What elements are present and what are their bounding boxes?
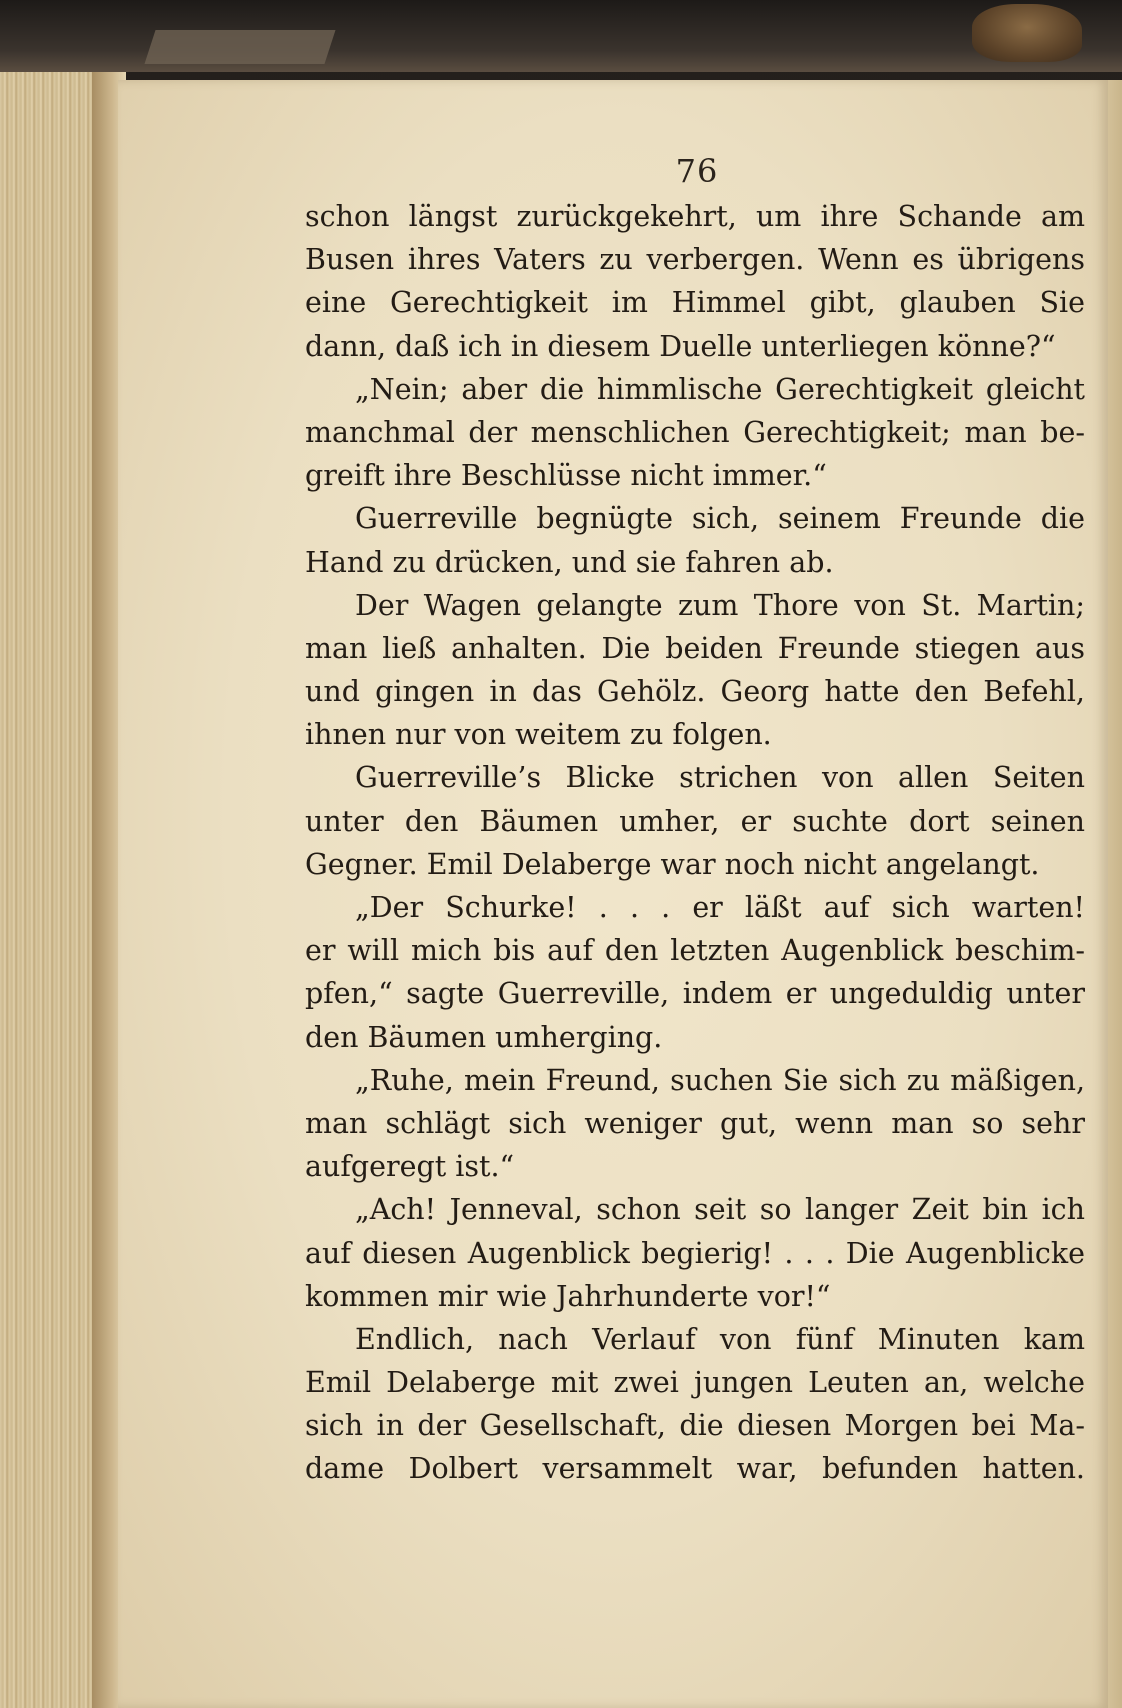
text-line: Hand zu drücken, und sie fahren ab.: [305, 545, 834, 579]
text-line: auf diesen Augenblick begierig! . . . Die Augenblicke: [305, 1236, 1085, 1270]
book-cover-top: [0, 0, 1122, 72]
text-line: Endlich, nach Verlauf von fünf Minuten kam: [355, 1322, 1085, 1356]
text-line: er will mich bis auf den letzten Augenblick beschim-: [305, 934, 1085, 968]
text-line: man schlägt sich weniger gut, wenn man so sehr: [305, 1106, 1085, 1140]
cover-strap: [144, 30, 335, 64]
text-line: dame Dolbert versammelt war, befunden hatten.: [305, 1452, 1085, 1486]
text-line: aufgeregt ist.“: [305, 1150, 515, 1184]
text-line: Gegner. Emil Delaberge war noch nicht angelangt.: [305, 847, 1040, 881]
text-line: den Bäumen umherging.: [305, 1020, 663, 1054]
text-line: Guerreville begnügte sich, seinem Freunde die: [355, 502, 1085, 536]
text-line: „Nein; aber die himmlische Gerechtigkeit gleicht: [355, 372, 1085, 406]
body-text: [305, 195, 1085, 1491]
text-line: „Der Schurke! . . . er läßt auf sich warten!: [355, 891, 1085, 924]
bookmark-ribbon: [972, 4, 1082, 62]
text-line: „Ach! Jenneval, schon seit so langer Zeit bin ich: [355, 1193, 1085, 1227]
text-line: manchmal der menschlichen Gerechtigkeit; man be-: [305, 415, 1085, 449]
text-line: eine Gerechtigkeit im Himmel gibt, glauben Sie: [305, 286, 1085, 320]
text-line: greift ihre Beschlüsse nicht immer.“: [305, 459, 827, 493]
text-line: pfen,“ sagte Guerreville, indem er ungeduldig unter: [305, 977, 1085, 1011]
text-line: und gingen in das Gehölz. Georg hatte den Befehl,: [305, 675, 1085, 709]
text-line: Guerreville’s Blicke strichen von allen Seiten: [355, 761, 1085, 795]
text-line: schon längst zurückgekehrt, um ihre Schande am: [305, 200, 1085, 233]
text-line: Der Wagen gelangte zum Thore von St. Martin;: [355, 588, 1085, 622]
text-line: man ließ anhalten. Die beiden Freunde stiegen aus: [305, 631, 1085, 665]
text-line: Emil Delaberge mit zwei jungen Leuten an, welche: [305, 1366, 1085, 1400]
text-line: Busen ihres Vaters zu verbergen. Wenn es übrigens: [305, 243, 1085, 277]
text-line: „Ruhe, mein Freund, suchen Sie sich zu mäßigen,: [355, 1063, 1085, 1097]
text-line: dann, daß ich in diesem Duelle unterliegen könne?“: [305, 329, 1056, 363]
text-line: unter den Bäumen umher, er suchte dort seinen: [305, 804, 1085, 838]
text-line: kommen mir wie Jahrhunderte vor!“: [305, 1279, 831, 1313]
text-line: sich in der Gesellschaft, die diesen Morgen bei Ma-: [305, 1409, 1085, 1443]
page-stack-edge: [0, 72, 100, 1708]
text-line: ihnen nur von weitem zu folgen.: [305, 718, 772, 752]
page-number: 76: [675, 152, 719, 190]
